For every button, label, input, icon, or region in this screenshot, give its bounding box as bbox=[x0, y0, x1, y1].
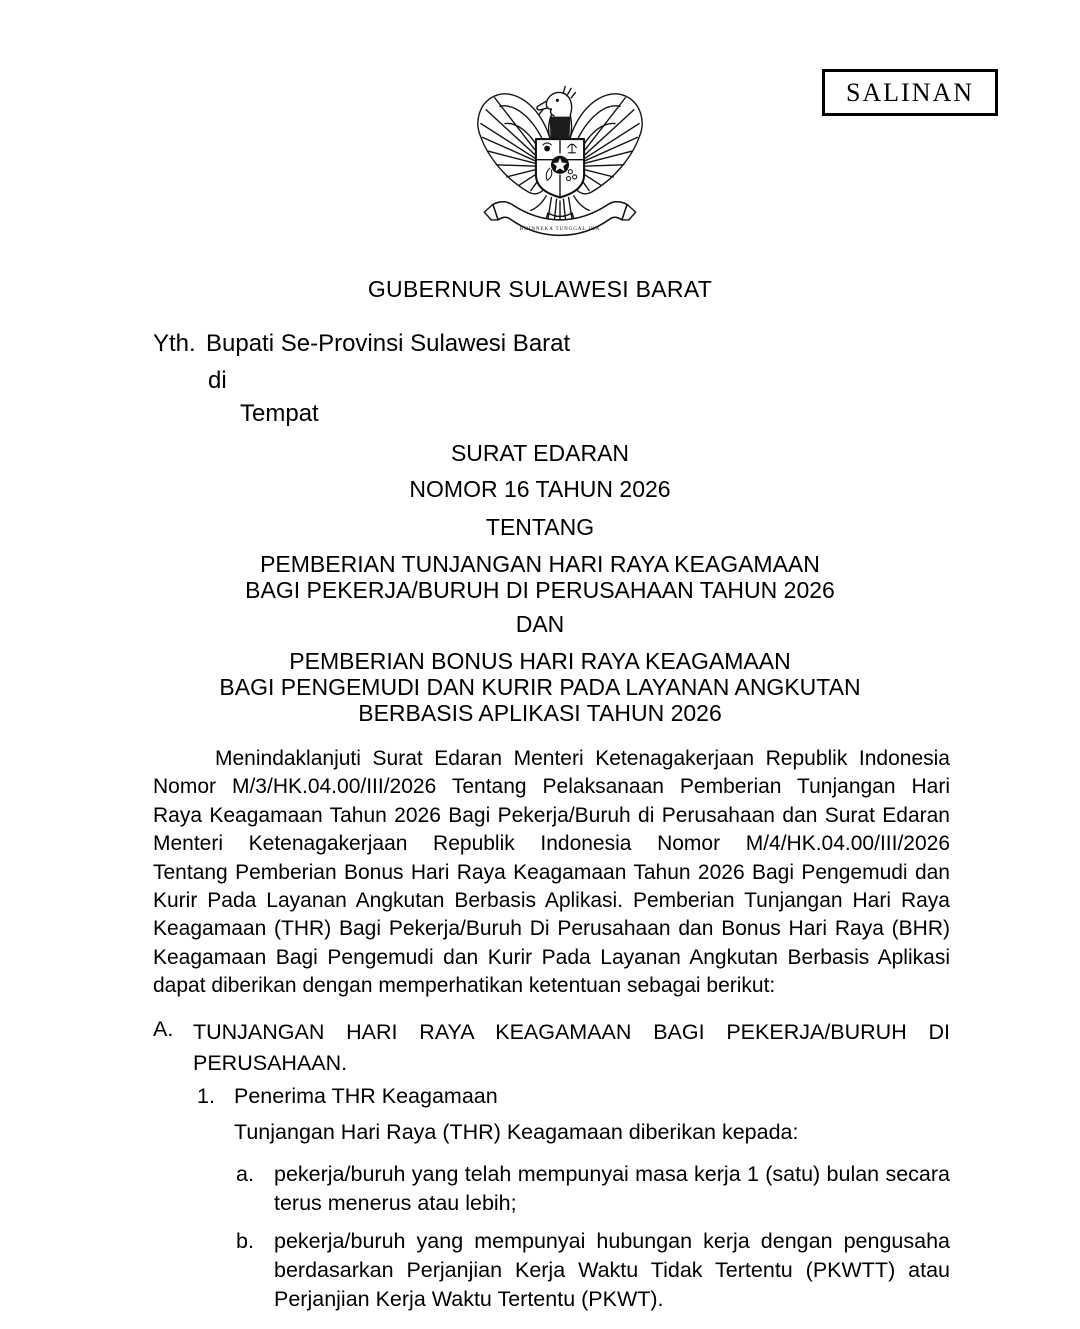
point-b-line-2: berdasarkan Perjanjian Kerja Waktu Tidak Tertentu (PKWTT) atau bbox=[274, 1257, 950, 1282]
doc-conjunction: DAN bbox=[515, 611, 565, 637]
addressee-place: Tempat bbox=[240, 400, 319, 427]
salinan-stamp bbox=[822, 69, 998, 116]
salinan-stamp-label: SALINAN bbox=[845, 77, 975, 107]
doc-subject-1-line-2: BAGI PEKERJA/BURUH DI PERUSAHAAN TAHUN 2026 bbox=[245, 577, 835, 603]
opening-line: Kurir Pada Layanan Angkutan Berbasis Aplikasi. Pemberian Tunjangan Hari Raya bbox=[153, 889, 950, 913]
opening-line: Keagamaan (THR) Bagi Pekerja/Buruh Di Perusahaan dan Bonus Hari Raya (BHR) bbox=[153, 917, 950, 941]
addressee-preposition: di bbox=[208, 367, 227, 394]
letterhead-title: GUBERNUR SULAWESI BARAT bbox=[367, 276, 713, 302]
opening-line: Menteri Ketenagakerjaan Republik Indonesia Nomor M/4/HK.04.00/III/2026 bbox=[153, 832, 950, 856]
opening-line: Tentang Pemberian Bonus Hari Raya Keagamaan Tahun 2026 Bagi Pengemudi dan bbox=[153, 860, 950, 884]
section-a-heading-line-2: PERUSAHAAN. bbox=[193, 1050, 348, 1075]
garuda-pancasila-icon bbox=[474, 80, 646, 260]
emblem-motto-text: BHINNEKA TUNGGAL IKA bbox=[519, 226, 601, 233]
doc-type: SURAT EDARAN bbox=[450, 440, 630, 466]
opening-line: Menindaklanjuti Surat Edaran Menteri Ketenagakerjaan Republik Indonesia bbox=[215, 747, 950, 770]
addressee-salutation: Yth. bbox=[153, 330, 196, 357]
opening-line: Nomor M/3/HK.04.00/III/2026 Tentang Pelaksanaan Pemberian Tunjangan Hari bbox=[153, 775, 950, 799]
doc-subject-1 bbox=[0, 551, 1080, 603]
point-a-line-2: terus menerus atau lebih; bbox=[274, 1190, 517, 1215]
doc-number: NOMOR 16 TAHUN 2026 bbox=[409, 476, 671, 502]
opening-line: Keagamaan Bagi Pengemudi dan Kurir Pada Layanan Angkutan Berbasis Aplikasi bbox=[153, 945, 950, 969]
item-1-intro: Tunjangan Hari Raya (THR) Keagamaan diberikan kepada: bbox=[234, 1119, 799, 1144]
point-a-line-1: pekerja/buruh yang telah mempunyai masa kerja 1 (satu) bulan secara bbox=[274, 1161, 950, 1186]
point-b-line-1: pekerja/buruh yang mempunyai hubungan kerja dengan pengusaha bbox=[274, 1228, 950, 1253]
doc-subject-2-line-1: PEMBERIAN BONUS HARI RAYA KEAGAMAAN bbox=[289, 648, 791, 674]
garuda-pancasila-emblem bbox=[474, 80, 646, 260]
doc-subject-2-line-2: BAGI PENGEMUDI DAN KURIR PADA LAYANAN ANGKUTAN bbox=[219, 674, 861, 700]
opening-line: Raya Keagamaan Tahun 2026 Bagi Pekerja/Buruh di Perusahaan dan Surat Edaran bbox=[153, 803, 950, 827]
item-1-marker: 1. bbox=[197, 1083, 215, 1108]
point-a-marker: a. bbox=[236, 1161, 254, 1186]
section-a-heading-line-1: TUNJANGAN HARI RAYA KEAGAMAAN BAGI PEKERJA/BURUH DI bbox=[193, 1019, 950, 1044]
point-b bbox=[234, 1227, 950, 1314]
addressee-row bbox=[153, 330, 570, 358]
doc-about-label: TENTANG bbox=[485, 514, 595, 540]
section-a bbox=[153, 1017, 950, 1314]
point-b-line-3: Perjanjian Kerja Waktu Tertentu (PKWT). bbox=[274, 1286, 664, 1311]
addressee-block bbox=[153, 330, 570, 428]
body-block bbox=[153, 745, 950, 1314]
opening-paragraph bbox=[153, 745, 950, 1001]
doc-subject-2-line-3: BERBASIS APLIKASI TAHUN 2026 bbox=[358, 700, 722, 726]
point-b-marker: b. bbox=[236, 1228, 254, 1253]
doc-subject-1-line-1: PEMBERIAN TUNJANGAN HARI RAYA KEAGAMAAN bbox=[260, 551, 820, 577]
opening-line: dapat diberikan dengan memperhatikan ketentuan sebagai berikut: bbox=[153, 974, 776, 998]
doc-subject-2 bbox=[0, 648, 1080, 726]
item-1-title: Penerima THR Keagamaan bbox=[234, 1083, 498, 1108]
item-1 bbox=[197, 1082, 950, 1314]
section-a-marker: A. bbox=[153, 1016, 174, 1041]
addressee-recipient: Bupati Se-Provinsi Sulawesi Barat bbox=[206, 330, 571, 357]
point-a bbox=[234, 1160, 950, 1218]
